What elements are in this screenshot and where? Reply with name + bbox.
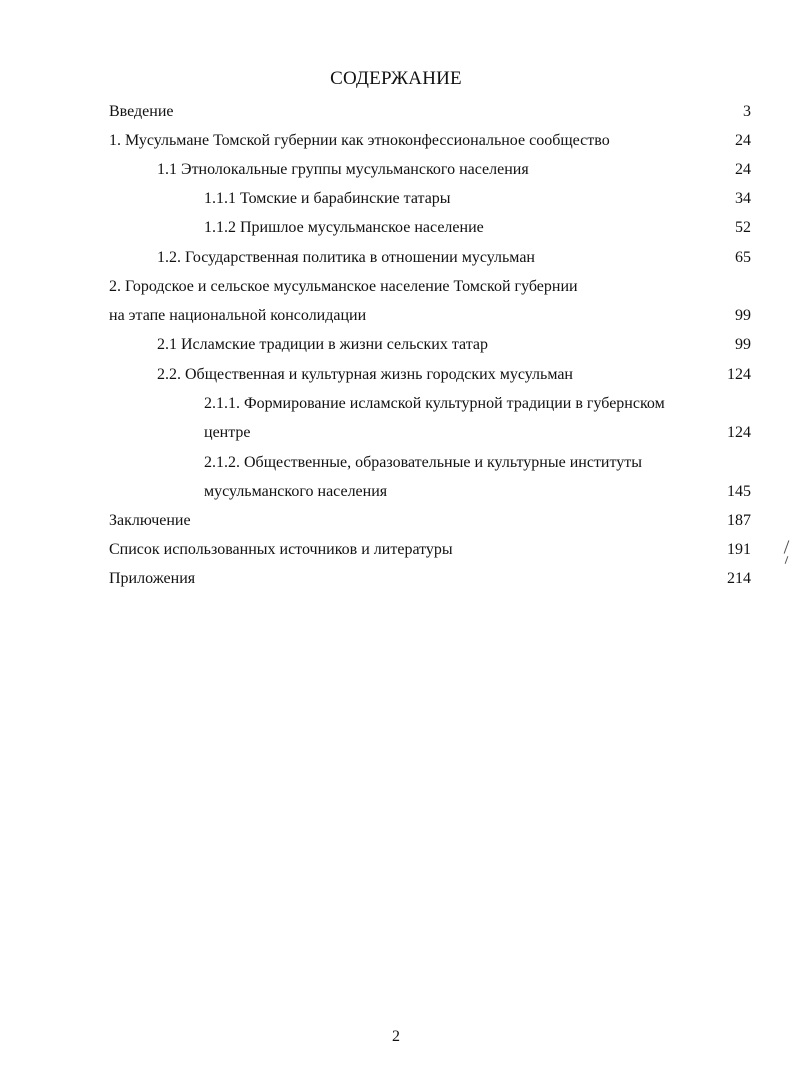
toc-entry-text: Введение xyxy=(109,103,174,120)
toc-entry-page: 34 xyxy=(735,190,751,207)
toc-entry-page: 24 xyxy=(735,161,751,178)
toc-entry-page: 191 xyxy=(727,541,751,558)
toc-entry-section-2-1-1 xyxy=(0,389,792,418)
toc-entry-text: 1.1.1 Томские и барабинские татары xyxy=(204,190,451,207)
toc-entry-text: Приложения xyxy=(109,570,196,587)
toc-entry-text: Заключение xyxy=(109,512,191,529)
toc-entry-section-1-2 xyxy=(0,243,792,272)
toc-entry-page: 99 xyxy=(735,336,751,353)
toc-entry-text: на этапе национальной консолидации xyxy=(109,307,367,324)
toc-entry-section-2-1-1-cont xyxy=(0,418,792,447)
toc-entry-text: 2. Городское и сельское мусульманское население Томской губернии xyxy=(109,278,578,295)
toc-entry-chapter-2-cont xyxy=(0,301,792,330)
toc-entry-text: 1.1.2 Пришлое мусульманское население xyxy=(204,219,484,236)
page-title: СОДЕРЖАНИЕ xyxy=(330,68,462,89)
toc-entry-page: 124 xyxy=(727,424,751,441)
toc-entry-text: 1.1 Этнолокальные группы мусульманского населения xyxy=(157,161,529,178)
toc-entry-section-2-2 xyxy=(0,360,792,389)
toc-entry-appendices xyxy=(0,564,792,593)
toc-entry-page: 214 xyxy=(727,570,751,587)
toc-entry-text: 2.2. Общественная и культурная жизнь городских мусульман xyxy=(157,366,573,383)
toc-entry-section-1-1 xyxy=(0,155,792,184)
toc-entry-section-2-1-2-cont xyxy=(0,477,792,506)
toc-entry-references xyxy=(0,535,792,564)
toc-entry-page: 65 xyxy=(735,249,751,266)
toc-entry-text: 2.1.2. Общественные, образовательные и культурные институты xyxy=(204,454,643,471)
toc-entry-page: 145 xyxy=(727,483,751,500)
toc-entry-page: 99 xyxy=(735,307,751,324)
toc-entry-text: мусульманского населения xyxy=(204,483,388,500)
toc-entry-section-2-1-2 xyxy=(0,448,792,477)
toc-entry-section-2-1 xyxy=(0,330,792,359)
toc-entry-text: 2.1.1. Формирование исламской культурной традиции в губернском xyxy=(204,395,665,412)
toc-entry-text: центре xyxy=(204,424,251,441)
toc-entry-chapter-2 xyxy=(0,272,792,301)
toc-entry-text: 1. Мусульмане Томской губернии как этноконфессиональное сообщество xyxy=(109,132,610,149)
toc-entry-conclusion xyxy=(0,506,792,535)
toc-entry-text: 1.2. Государственная политика в отношении мусульман xyxy=(157,249,535,266)
toc-entry-page: 187 xyxy=(727,512,751,529)
page-number: 2 xyxy=(392,1028,400,1045)
toc-entry-section-1-1-2 xyxy=(0,213,792,242)
toc-entry-page: 52 xyxy=(735,219,751,236)
toc-entry-text: Список использованных источников и литературы xyxy=(109,541,453,558)
toc-entry-section-1-1-1 xyxy=(0,184,792,213)
toc-entry-page: 24 xyxy=(735,132,751,149)
toc-entry-text: 2.1 Исламские традиции в жизни сельских татар xyxy=(157,336,488,353)
toc-entry-introduction xyxy=(0,97,792,126)
toc-entry-page: 3 xyxy=(743,103,751,120)
toc-entry-chapter-1 xyxy=(0,126,792,155)
toc-entry-page: 124 xyxy=(727,366,751,383)
